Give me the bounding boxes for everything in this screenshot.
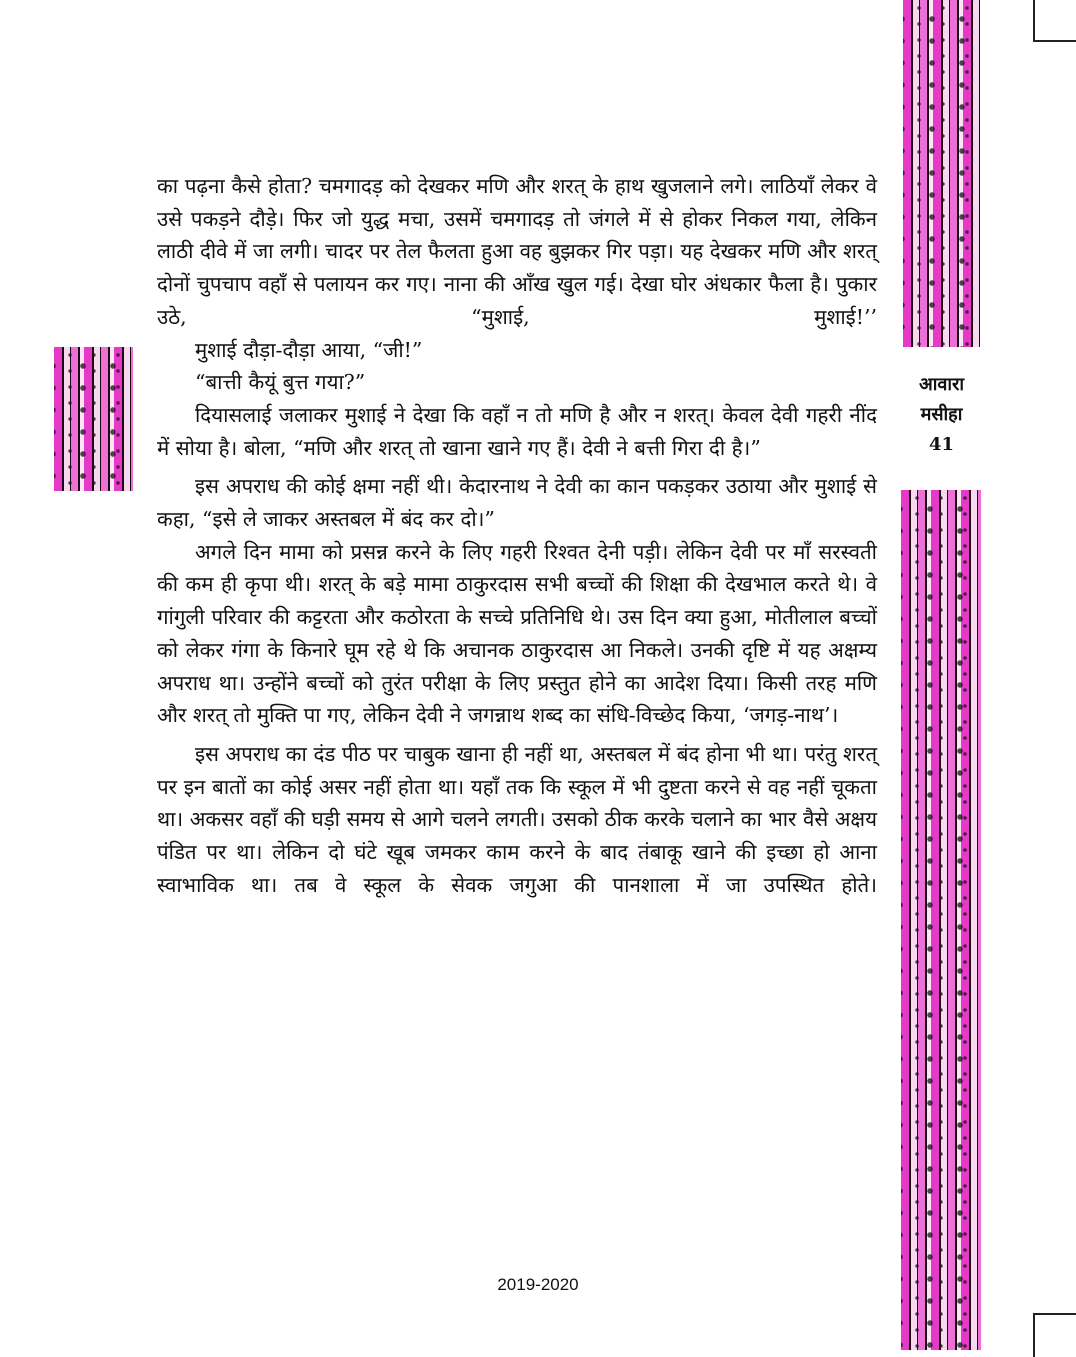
decorative-border-top-right — [903, 0, 980, 347]
chapter-label — [903, 370, 980, 460]
paragraph-3: “बात्ती कैयूं बुत्त गया?” — [195, 370, 366, 395]
crop-mark-bottom-right — [1033, 1313, 1076, 1357]
decorative-border-left — [54, 347, 133, 491]
chapter-title-line-1: आवारा — [918, 374, 965, 395]
paragraph-4: दियासलाई जलाकर मुशाई ने देखा कि वहाँ न तो मणि है और न शरत्। केवल देवी गहरी नींद में सोया है। बोला, “मणि और शरत् तो खाना खाने गए हैं। देवी ने बत्ती गिरा दी है।” — [157, 402, 877, 460]
chapter-title-line-2: मसीहा — [920, 404, 963, 425]
footer-year: 2019-2020 — [497, 1275, 579, 1294]
page-number: 41 — [928, 434, 955, 455]
main-text — [157, 170, 877, 901]
paragraph-2: मुशाई दौड़ा-दौड़ा आया, “जी!” — [195, 337, 423, 362]
paragraph-5: इस अपराध की कोई क्षमा नहीं थी। केदारनाथ ने देवी का कान पकड़कर उठाया और मुशाई से कहा, “इसे ले जाकर अस्तबल में बंद कर दो।” — [157, 474, 877, 532]
paragraph-7: इस अपराध का दंड पीठ पर चाबुक खाना ही नहीं था, अस्तबल में बंद होना भी था। परंतु शरत् पर इन बातों का कोई असर नहीं होता था। यहाँ तक कि स्कूल में भी दुष्टता करने से वह नहीं चूकता था। अकसर वहाँ की घड़ी समय से आगे चलने लगती। उसको ठीक करके चलाने का भार वैसे अक्षय पंडित पर था। लेकिन दो घंटे खूब जमकर काम करने के बाद तंबाकू खाने की इच्छा हो आना स्वाभाविक था। तब वे स्कूल के सेवक जगुआ की पानशाला में जा उपस्थित होते। — [157, 741, 877, 897]
paragraph-1: का पढ़ना कैसे होता? चमगादड़ को देखकर मणि और शरत् के हाथ खुजलाने लगे। लाठियाँ लेकर वे उसे पकड़ने दौड़े। फिर जो युद्ध मचा, उसमें चमगादड़ तो जंगले में से होकर निकल गया, लेकिन लाठी दीवे में जा लगी। चादर पर तेल फैलता हुआ वह बुझकर गिर पड़ा। यह देखकर मणि और शरत् दोनों चुपचाप वहाँ से पलायन कर गए। नाना की आँख खुल गई। देखा घोर अंधकार फैला है। पुकार उठे, “मुशाई, मुशाई!’’ — [157, 174, 877, 329]
crop-mark-top-right — [1033, 0, 1076, 42]
paragraph-6: अगले दिन मामा को प्रसन्न करने के लिए गहरी रिश्वत देनी पड़ी। लेकिन देवी पर माँ सरस्वती की कम ही कृपा थी। शरत् के बड़े मामा ठाकुरदास सभी बच्चों की शिक्षा की देखभाल करते थे। वे गांगुली परिवार की कट्टरता और कठोरता के सच्चे प्रतिनिधि थे। उस दिन क्या हुआ, मोतीलाल बच्चों को लेकर गंगा के किनारे घूम रहे थे कि अचानक ठाकुरदास आ निकले। उनकी दृष्टि में यह अक्षम्य अपराध था। उन्होंने बच्चों को तुरंत परीक्षा के लिए प्रस्तुत होने का आदेश दिया। किसी तरह मणि और शरत् तो मुक्ति पा गए, लेकिन देवी ने जगन्नाथ शब्द का संधि-विच्छेद किया, ‘जगड़-नाथ’। — [157, 539, 877, 728]
decorative-border-right — [901, 490, 981, 1350]
